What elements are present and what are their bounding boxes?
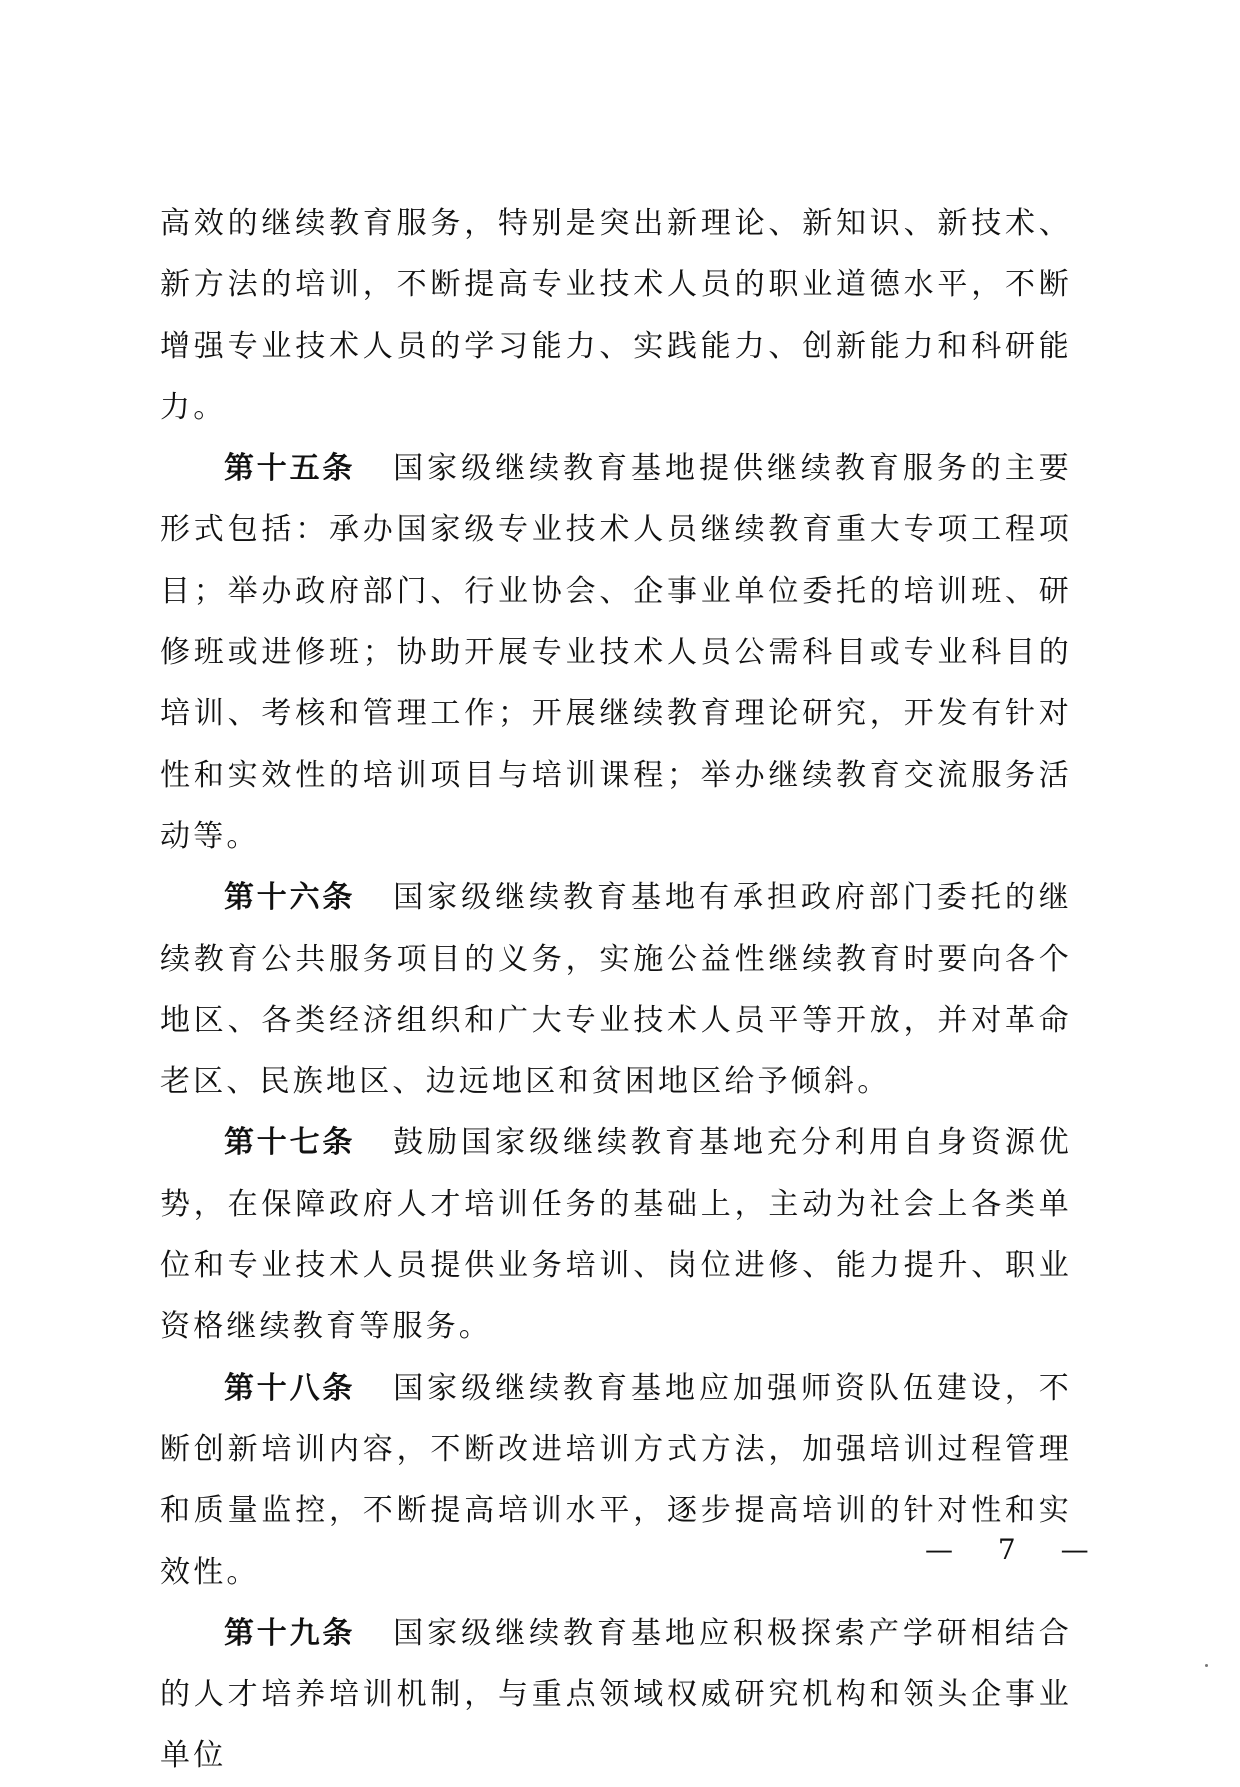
article-text: 国家级继续教育基地应积极探索产学研相结合的人才培养培训机制，与重点领域权威研究机构和领头企事业单位: [160, 1615, 1073, 1774]
article-label: 第十五条: [224, 451, 356, 487]
page-number: — 7 —: [925, 1533, 1107, 1566]
article-label: 第十七条: [224, 1125, 356, 1161]
article-label: 第十八条: [224, 1370, 356, 1406]
article-17: [160, 1112, 1072, 1357]
article-text: 国家级继续教育基地应加强师资队伍建设，不断创新培训内容，不断改进培训方式方法，加强培训过程管理和质量监控，不断提高培训水平，逐步提高培训的针对性和实效性。: [160, 1370, 1073, 1590]
article-label: 第十六条: [224, 880, 356, 916]
article-text: 国家级继续教育基地提供继续教育服务的主要形式包括：承办国家级专业技术人员继续教育重大专项工程项目；举办政府部门、行业协会、企事业单位委托的培训班、研修班或进修班；协助开展专业技术人员公需科目或专业科目的培训、考核和管理工作；开展继续教育理论研究，开发有针对性和实效性的培训项目与培训课程；举办继续教育交流服务活动等。: [160, 451, 1073, 854]
article-text: 鼓励国家级继续教育基地充分利用自身资源优势，在保障政府人才培训任务的基础上，主动为社会上各类单位和专业技术人员提供业务培训、岗位进修、能力提升、职业资格继续教育等服务。: [160, 1125, 1073, 1345]
article-18: [160, 1358, 1072, 1603]
paragraph-continuation: [160, 193, 1072, 438]
paragraph-text: 高效的继续教育服务，特别是突出新理论、新知识、新技术、新方法的培训，不断提高专业技术人员的职业道德水平，不断增强专业技术人员的学习能力、实践能力、创新能力和科研能力。: [160, 206, 1072, 425]
article-16: [160, 867, 1072, 1112]
article-15: [160, 438, 1072, 867]
article-19: [160, 1603, 1072, 1787]
scan-speck: [1205, 1664, 1208, 1667]
article-label: 第十九条: [224, 1615, 356, 1651]
article-text: 国家级继续教育基地有承担政府部门委托的继续教育公共服务项目的义务，实施公益性继续教育时要向各个地区、各类经济组织和广大专业技术人员平等开放，并对革命老区、民族地区、边远地区和贫困地区给予倾斜。: [160, 880, 1073, 1100]
